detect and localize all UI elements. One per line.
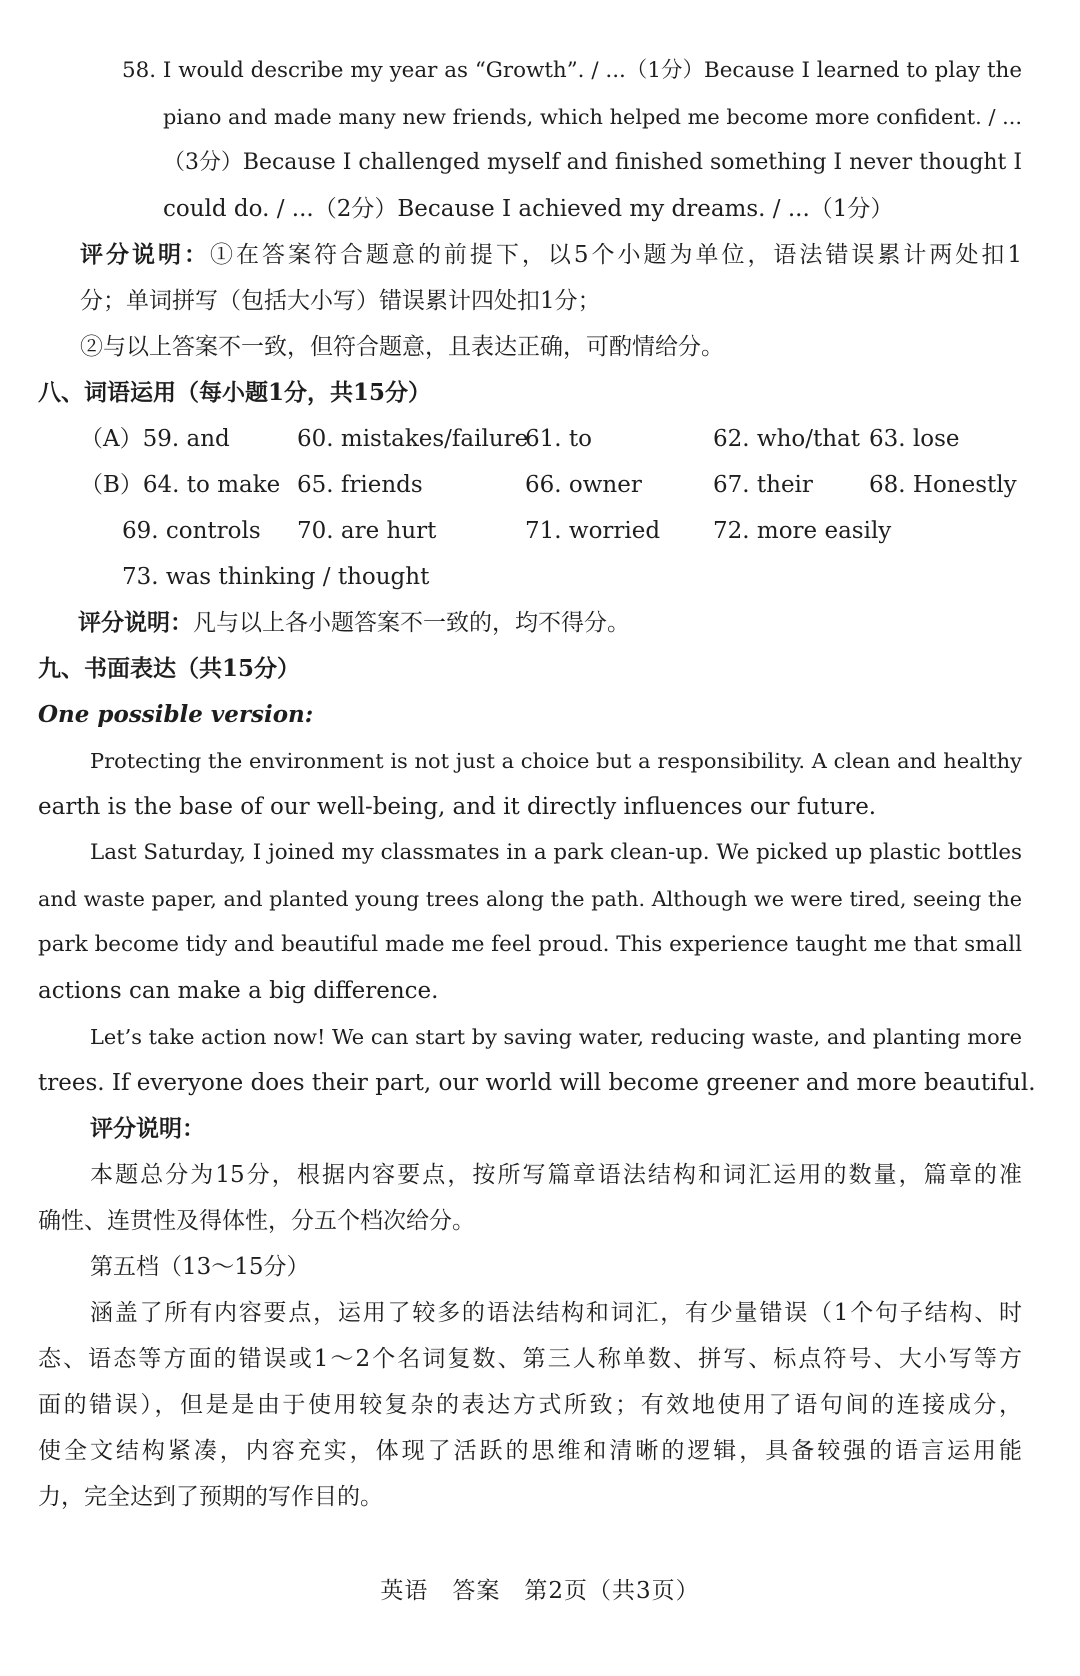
scoring-line-6: 面的错误），但是是由于使用较复杂的表达方式所致；有效地使用了语句间的连接成分， (38, 1392, 1022, 1418)
essay-line-6: actions can make a big difference. (38, 978, 439, 1004)
q58-line-1: 58. I would describe my year as “Growth”. / ...（1分）Because I learned to play the (122, 58, 1022, 83)
answer-64: （B）64. to make (80, 472, 281, 498)
section-8-heading: 八、词语运用（每小题1分，共15分） (38, 379, 432, 406)
scoring-text: ①在答案符合题意的前提下，以5个小题为单位，语法错误累计两处扣1 (209, 242, 1022, 268)
scoring-line-3: 第五档（13～15分） (90, 1254, 310, 1280)
answer-62: 62. who/that (713, 426, 860, 452)
scoring-text: 凡与以上各小题答案不一致的，均不得分。 (193, 610, 630, 636)
version-label: One possible version: (38, 701, 314, 728)
essay-line-3: Last Saturday, I joined my classmates in a park clean-up. We picked up plastic bottles (90, 840, 1022, 865)
essay-line-5: park become tidy and beautiful made me feel proud. This experience taught me that small (38, 932, 1022, 957)
section-9-scoring-label: 评分说明： (90, 1115, 205, 1142)
scoring-note-1-line-3: ②与以上答案不一致，但符合题意，且表达正确，可酌情给分。 (80, 334, 724, 360)
answer-63: 63. lose (869, 426, 960, 452)
scoring-line-8: 力，完全达到了预期的写作目的。 (38, 1484, 383, 1510)
scoring-note-1-line-2: 分；单词拼写（包括大小写）错误累计四处扣1分； (80, 288, 601, 314)
section-9-heading: 九、书面表达（共15分） (38, 655, 301, 682)
scoring-line-1: 本题总分为15分，根据内容要点，按所写篇章语法结构和词汇运用的数量，篇章的准 (90, 1162, 1022, 1188)
q58-line-3: （3分）Because I challenged myself and finished something I never thought I (163, 150, 1022, 175)
answer-68: 68. Honestly (869, 472, 1017, 498)
answer-73: 73. was thinking / thought (122, 564, 430, 590)
answer-70: 70. are hurt (297, 518, 437, 544)
answer-59: （A）59. and (80, 426, 230, 452)
answer-67: 67. their (713, 472, 813, 498)
scoring-label: 评分说明： (78, 609, 193, 636)
scoring-line-4: 涵盖了所有内容要点，运用了较多的语法结构和词汇，有少量错误（1个句子结构、时 (90, 1300, 1022, 1326)
scoring-line-7: 使全文结构紧凑，内容充实，体现了活跃的思维和清晰的逻辑，具备较强的语言运用能 (38, 1438, 1022, 1464)
essay-line-1: Protecting the environment is not just a choice but a responsibility. A clean and healthy (90, 749, 1022, 773)
scoring-note-1-line-1 (80, 240, 1022, 270)
essay-line-7: Let’s take action now! We can start by saving water, reducing waste, and planting more (90, 1025, 1022, 1049)
scoring-line-2: 确性、连贯性及得体性，分五个档次给分。 (38, 1208, 475, 1234)
section-8-scoring-note (78, 608, 630, 638)
q58-line-2: piano and made many new friends, which helped me become more confident. / ... (163, 105, 1022, 129)
answer-65: 65. friends (297, 472, 423, 498)
answer-69: 69. controls (122, 518, 261, 544)
answer-72: 72. more easily (713, 518, 892, 544)
essay-line-2: earth is the base of our well-being, and it directly influences our future. (38, 794, 877, 820)
essay-line-8: trees. If everyone does their part, our world will become greener and more beautiful. (38, 1070, 1036, 1096)
answer-61: 61. to (525, 426, 592, 452)
q58-line-4: could do. / ...（2分）Because I achieved my dreams. / ...（1分） (163, 196, 894, 222)
scoring-line-5: 态、语态等方面的错误或1～2个名词复数、第三人称单数、拼写、标点符号、大小写等方 (38, 1346, 1022, 1372)
scoring-label: 评分说明： (80, 241, 210, 268)
page-footer: 英语 答案 第2页（共3页） (380, 1578, 700, 1604)
essay-line-4: and waste paper, and planted young trees along the path. Although we were tired, seeing the (38, 887, 1022, 911)
answer-66: 66. owner (525, 472, 642, 498)
answer-60: 60. mistakes/failure (297, 426, 529, 452)
answer-71: 71. worried (525, 518, 661, 544)
